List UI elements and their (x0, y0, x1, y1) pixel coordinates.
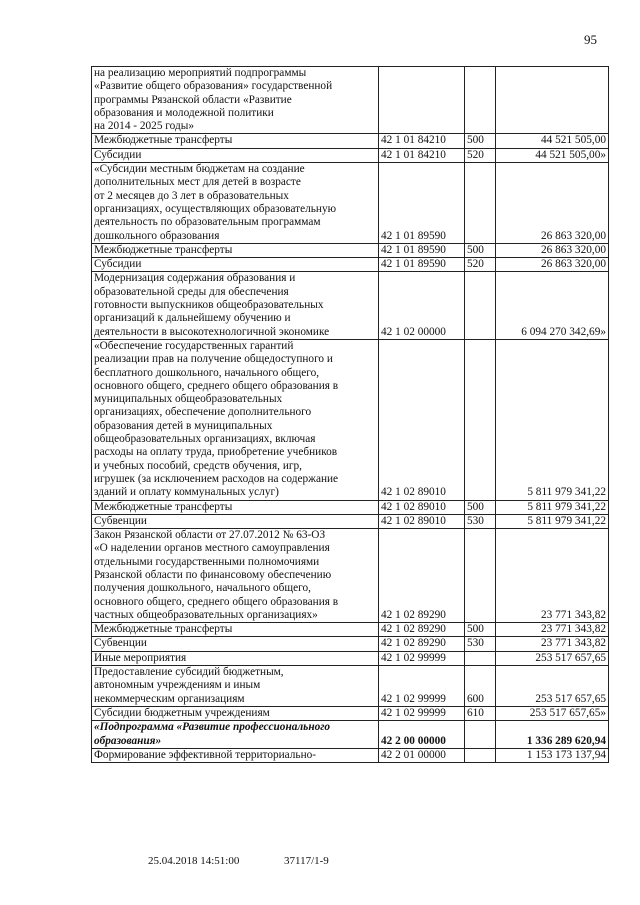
row-code: 42 1 02 00000 (379, 272, 465, 339)
row-amount: 1 336 289 620,94 (496, 721, 609, 749)
description-line: бесплатного дошкольного, начального общего, (94, 366, 320, 379)
row-expense-type (465, 529, 496, 623)
row-amount (496, 67, 609, 134)
row-code: 42 1 02 89010 (379, 514, 465, 528)
description-line: «Подпрограмма «Развитие профессионального (94, 721, 331, 734)
table-row (92, 163, 609, 244)
row-code: 42 1 02 99999 (379, 651, 465, 665)
row-code: 42 1 02 89290 (379, 623, 465, 637)
row-description (92, 623, 379, 637)
description-line: зданий и оплату коммунальных услуг) (94, 486, 279, 499)
description-line: Закон Рязанской области от 27.07.2012 № 63-ОЗ (94, 529, 326, 542)
description-line: Межбюджетные трансферты (94, 134, 233, 147)
row-code: 42 1 01 84210 (379, 148, 465, 162)
row-description (92, 148, 379, 162)
row-code: 42 1 02 89290 (379, 637, 465, 651)
description-line: расходы на оплату труда, приобретение учебников (94, 446, 338, 459)
description-line: Модернизация содержания образования и (94, 272, 296, 285)
description-line: «Обеспечение государственных гарантий (94, 339, 294, 352)
description-line: программы Рязанской области «Развитие (94, 93, 292, 106)
description-line: «О наделении органов местного самоуправления (94, 542, 330, 555)
page-number: 95 (584, 32, 597, 47)
description-line: деятельности в высокотехнологичной экономике (94, 325, 330, 338)
row-code: 42 1 02 89010 (379, 500, 465, 514)
description-line: Межбюджетные трансферты (94, 500, 233, 513)
row-description (92, 666, 379, 707)
table-row (92, 666, 609, 707)
row-amount: 1 153 173 137,94 (496, 748, 609, 762)
table-row (92, 500, 609, 514)
row-description (92, 163, 379, 244)
row-expense-type (465, 748, 496, 762)
description-line: дополнительных мест для детей в возрасте (94, 176, 301, 189)
row-amount: 44 521 505,00» (496, 148, 609, 162)
row-description (92, 258, 379, 272)
description-line: Субвенции (94, 514, 147, 527)
row-expense-type: 610 (465, 706, 496, 720)
description-line: Рязанской области по финансовому обеспечению (94, 568, 332, 581)
row-amount: 5 811 979 341,22 (496, 339, 609, 500)
description-line: игрушек (за исключением расходов на содержание (94, 472, 339, 485)
description-line: готовности выпускников общеобразовательных (94, 299, 324, 312)
row-code: 42 2 01 00000 (379, 748, 465, 762)
row-expense-type: 500 (465, 134, 496, 148)
row-description (92, 514, 379, 528)
description-line: организациях, осуществляющих образовательную (94, 202, 337, 215)
row-amount: 23 771 343,82 (496, 529, 609, 623)
description-line: автономным учреждениям и иным (94, 679, 261, 692)
description-line: общеобразовательных организациях, включая (94, 433, 316, 446)
row-expense-type (465, 651, 496, 665)
description-line: «Субсидии местным бюджетам на создание (94, 163, 305, 176)
row-expense-type: 600 (465, 666, 496, 707)
table-row (92, 243, 609, 257)
row-expense-type (465, 163, 496, 244)
table-row (92, 748, 609, 762)
budget-table (91, 66, 609, 763)
description-line: реализации прав на получение общедоступного и (94, 353, 333, 366)
row-amount: 5 811 979 341,22 (496, 500, 609, 514)
row-code: 42 1 01 89590 (379, 243, 465, 257)
description-line: на реализацию мероприятий подпрограммы (94, 67, 307, 79)
row-amount: 6 094 270 342,69» (496, 272, 609, 339)
row-expense-type: 520 (465, 148, 496, 162)
description-line: «Развитие общего образования» государственной (94, 80, 333, 93)
table-row (92, 134, 609, 148)
footer-doc-number: 37117/1-9 (284, 855, 329, 867)
description-line: образования и молодежной политики (94, 106, 274, 119)
description-line: Формирование эффективной территориально- (94, 748, 317, 761)
row-expense-type: 530 (465, 514, 496, 528)
row-amount: 253 517 657,65 (496, 666, 609, 707)
table-body (92, 67, 609, 763)
table-row (92, 272, 609, 339)
description-line: дошкольного образования (94, 229, 220, 242)
description-line: некоммерческим организациям (94, 692, 245, 705)
row-description (92, 529, 379, 623)
description-line: деятельность по образовательным программам (94, 216, 321, 229)
row-expense-type: 500 (465, 500, 496, 514)
row-expense-type: 520 (465, 258, 496, 272)
description-line: Субвенции (94, 637, 147, 650)
row-code: 42 1 01 89590 (379, 258, 465, 272)
table-row (92, 258, 609, 272)
row-description (92, 272, 379, 339)
row-description (92, 721, 379, 749)
description-line: образования детей в муниципальных (94, 419, 273, 432)
row-code: 42 1 02 99999 (379, 706, 465, 720)
row-description (92, 67, 379, 134)
description-line: Межбюджетные трансферты (94, 243, 233, 256)
description-line: Иные мероприятия (94, 651, 187, 664)
description-line: Субсидии (94, 258, 142, 271)
row-code: 42 1 02 89010 (379, 339, 465, 500)
row-code: 42 1 02 89290 (379, 529, 465, 623)
table-row (92, 637, 609, 651)
table-row (92, 339, 609, 500)
footer-date: 25.04.2018 14:51:00 (148, 855, 240, 867)
table-row (92, 514, 609, 528)
row-amount: 253 517 657,65» (496, 706, 609, 720)
description-line: основного общего, среднего общего образования в (94, 595, 339, 608)
description-line: частных общеобразовательных организациях» (94, 608, 318, 621)
description-line: Субсидии (94, 148, 142, 161)
row-description (92, 243, 379, 257)
row-description (92, 637, 379, 651)
row-description (92, 706, 379, 720)
row-code: 42 1 01 84210 (379, 134, 465, 148)
description-line: получения дошкольного, начального общего, (94, 582, 311, 595)
row-amount: 23 771 343,82 (496, 623, 609, 637)
table-row (92, 651, 609, 665)
row-expense-type (465, 721, 496, 749)
row-amount: 253 517 657,65 (496, 651, 609, 665)
row-description (92, 748, 379, 762)
description-line: основного общего, среднего общего образования в (94, 379, 339, 392)
row-amount: 5 811 979 341,22 (496, 514, 609, 528)
description-line: на 2014 - 2025 годы» (94, 120, 194, 133)
description-line: и учебных пособий, средств обучения, игр, (94, 459, 302, 472)
table-row (92, 706, 609, 720)
row-description (92, 339, 379, 500)
description-line: организациях, обеспечение дополнительного (94, 406, 312, 419)
row-expense-type (465, 67, 496, 134)
description-line: Предоставление субсидий бюджетным, (94, 666, 284, 679)
row-description (92, 134, 379, 148)
row-description (92, 651, 379, 665)
row-expense-type (465, 272, 496, 339)
row-code (379, 67, 465, 134)
table-row (92, 529, 609, 623)
row-expense-type: 500 (465, 243, 496, 257)
table-row (92, 148, 609, 162)
description-line: организаций к дальнейшему обучению и (94, 312, 291, 325)
row-description (92, 500, 379, 514)
row-amount: 23 771 343,82 (496, 637, 609, 651)
description-line: Субсидии бюджетным учреждениям (94, 706, 270, 719)
row-amount: 44 521 505,00 (496, 134, 609, 148)
row-code: 42 1 02 99999 (379, 666, 465, 707)
row-expense-type (465, 339, 496, 500)
table-row (92, 721, 609, 749)
row-code: 42 1 01 89590 (379, 163, 465, 244)
row-expense-type: 530 (465, 637, 496, 651)
table-row (92, 67, 609, 134)
row-amount: 26 863 320,00 (496, 163, 609, 244)
description-line: образовательной среды для обеспечения (94, 285, 289, 298)
description-line: муниципальных общеобразовательных (94, 393, 283, 406)
row-amount: 26 863 320,00 (496, 243, 609, 257)
description-line: от 2 месяцев до 3 лет в образовательных (94, 189, 289, 202)
description-line: Межбюджетные трансферты (94, 623, 233, 636)
description-line: образования» (94, 734, 162, 747)
row-code: 42 2 00 00000 (379, 721, 465, 749)
description-line: отдельными государственными полномочиями (94, 555, 320, 568)
table-row (92, 623, 609, 637)
row-expense-type: 500 (465, 623, 496, 637)
row-amount: 26 863 320,00 (496, 258, 609, 272)
